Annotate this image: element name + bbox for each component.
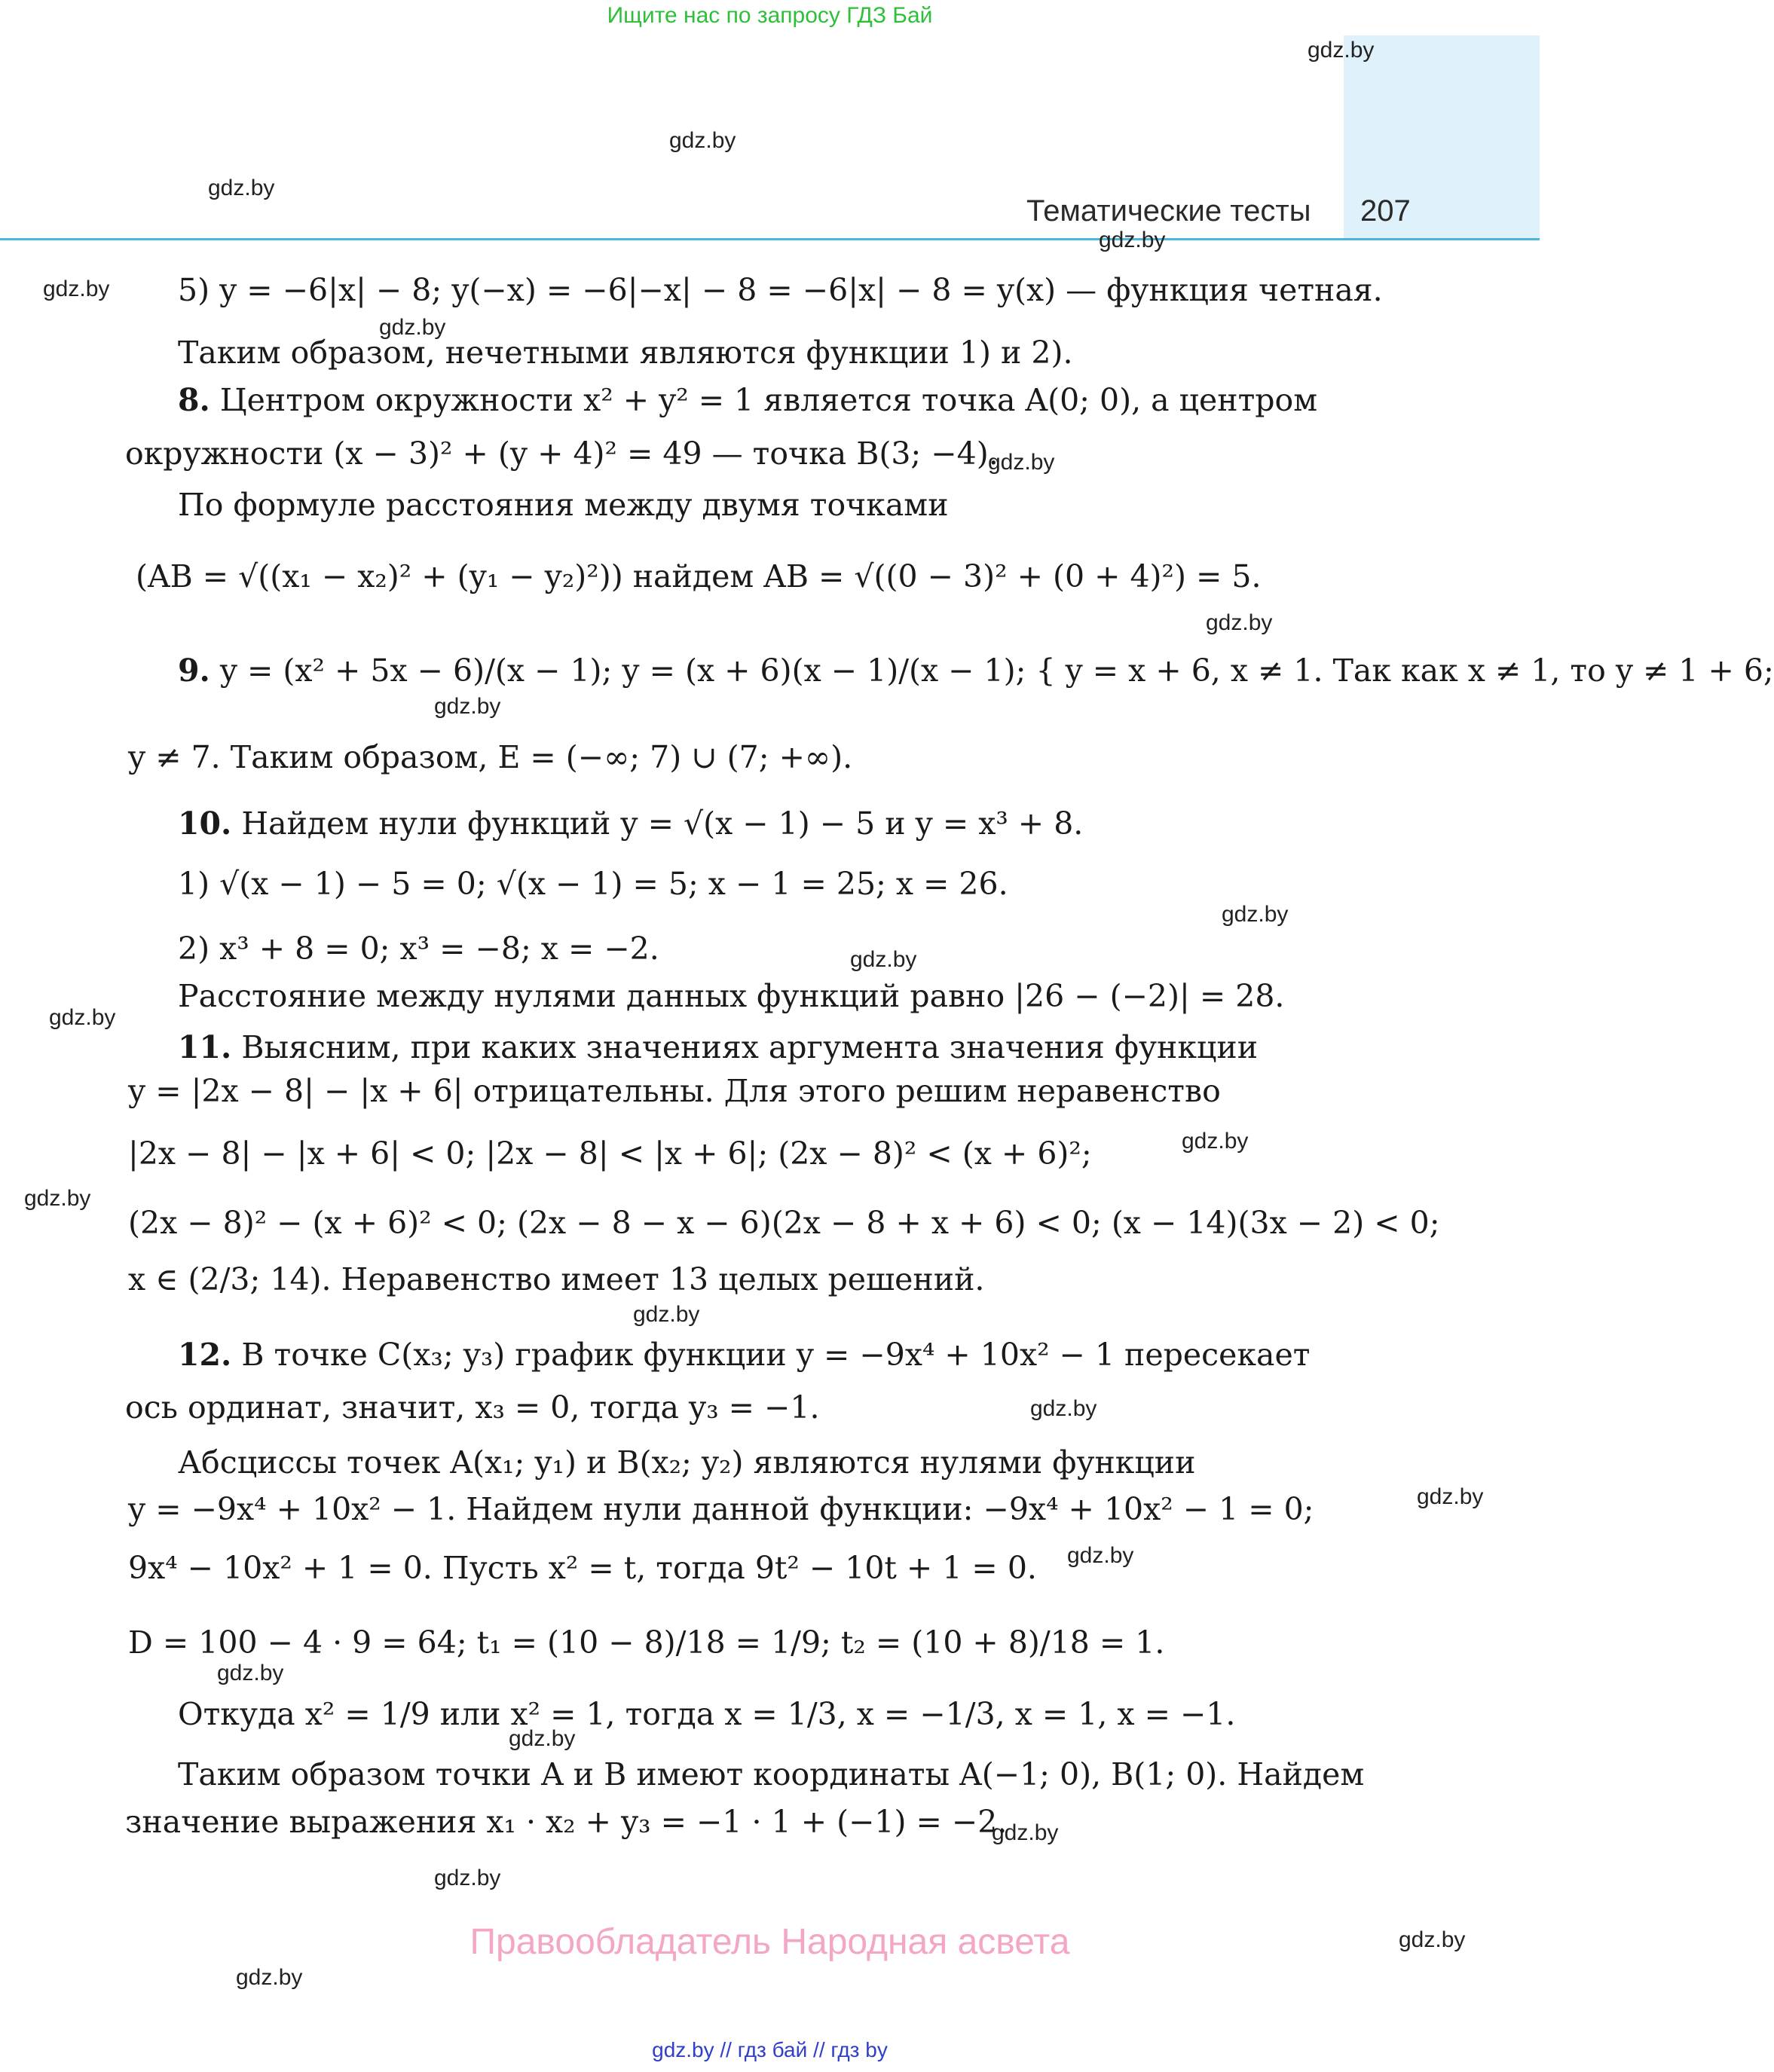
text-line: D = 100 − 4 · 9 = 64; t₁ = (10 − 8)/18 = 1/9; t₂ = (10 + 8)/18 = 1. bbox=[128, 1624, 1165, 1661]
text-line: окружности (x − 3)² + (y + 4)² = 49 — точка B(3; −4). bbox=[125, 435, 999, 472]
watermark: gdz.by bbox=[208, 176, 275, 200]
watermark: gdz.by bbox=[988, 450, 1055, 475]
watermark: gdz.by bbox=[434, 694, 501, 719]
page-number: 207 bbox=[1360, 194, 1411, 228]
text-line: Таким образом точки A и B имеют координаты A(−1; 0), B(1; 0). Найдем bbox=[178, 1756, 1365, 1792]
watermark: gdz.by bbox=[992, 1820, 1059, 1845]
watermark: gdz.by bbox=[1030, 1396, 1097, 1421]
watermark: gdz.by bbox=[1067, 1543, 1134, 1568]
text-line: 5) y = −6|x| − 8; y(−x) = −6|−x| − 8 = −6|x| − 8 = y(x) — функция четная. bbox=[178, 272, 1383, 308]
watermark: gdz.by bbox=[1206, 610, 1273, 635]
text-line: 9. y = (x² + 5x − 6)/(x − 1); y = (x + 6)(x − 1)/(x − 1); { y = x + 6, x ≠ 1. Так как x ≠ 1, то y ≠ 1 + 6; bbox=[178, 652, 1774, 689]
text-line: y ≠ 7. Таким образом, E = (−∞; 7) ∪ (7; +∞). bbox=[128, 739, 853, 775]
section-title: Тематические тесты bbox=[1026, 194, 1311, 228]
watermark: gdz.by bbox=[1182, 1129, 1249, 1154]
watermark: gdz.by bbox=[434, 1866, 501, 1890]
watermark: gdz.by bbox=[1417, 1484, 1484, 1509]
text-line: Расстояние между нулями данных функций равно |26 − (−2)| = 28. bbox=[178, 978, 1285, 1014]
watermark: gdz.by bbox=[217, 1661, 284, 1685]
text-line: Таким образом, нечетными являются функции 1) и 2). bbox=[178, 335, 1073, 371]
text-line: 10. Найдем нули функций y = √(x − 1) − 5 и y = x³ + 8. bbox=[178, 805, 1084, 842]
text-line: 8. Центром окружности x² + y² = 1 является точка A(0; 0), а центром bbox=[178, 382, 1318, 418]
watermark: gdz.by bbox=[1308, 38, 1375, 63]
header-rule bbox=[0, 238, 1540, 240]
watermark: gdz.by bbox=[1222, 902, 1289, 927]
watermark: gdz.by bbox=[509, 1726, 576, 1751]
text-line: Абсциссы точек A(x₁; y₁) и B(x₂; y₂) являются нулями функции bbox=[178, 1444, 1196, 1481]
text-line: 1) √(x − 1) − 5 = 0; √(x − 1) = 5; x − 1 = 25; x = 26. bbox=[178, 866, 1008, 902]
copyright-notice: Правообладатель Народная асвета bbox=[469, 1922, 1070, 1962]
text-line: Откуда x² = 1/9 или x² = 1, тогда x = 1/3, x = −1/3, x = 1, x = −1. bbox=[178, 1696, 1236, 1732]
watermark: gdz.by bbox=[1399, 1927, 1466, 1952]
watermark: gdz.by bbox=[850, 947, 917, 972]
watermark: gdz.by bbox=[379, 315, 446, 340]
text-line: |2x − 8| − |x + 6| < 0; |2x − 8| < |x + 6|; (2x − 8)² < (x + 6)²; bbox=[128, 1135, 1092, 1172]
text-line: (AB = √((x₁ − x₂)² + (y₁ − y₂)²)) найдем AB = √((0 − 3)² + (0 + 4)²) = 5. bbox=[136, 558, 1262, 594]
footer-links[interactable]: gdz.by // гдз бай // гдз by bbox=[652, 2038, 888, 2061]
watermark: gdz.by bbox=[43, 277, 110, 301]
watermark: gdz.by bbox=[24, 1186, 91, 1211]
text-line: ось ординат, значит, x₃ = 0, тогда y₃ = −1. bbox=[125, 1389, 820, 1426]
text-line: По формуле расстояния между двумя точками bbox=[178, 487, 949, 523]
watermark: gdz.by bbox=[1099, 228, 1166, 252]
watermark: gdz.by bbox=[669, 128, 736, 153]
text-line: значение выражения x₁ · x₂ + y₃ = −1 · 1 + (−1) = −2. bbox=[125, 1804, 1008, 1840]
text-line: 12. В точке C(x₃; y₃) график функции y = −9x⁴ + 10x² − 1 пересекает bbox=[178, 1337, 1311, 1373]
text-line: x ∈ (2/3; 14). Неравенство имеет 13 целых решений. bbox=[128, 1261, 985, 1297]
text-line: 11. Выясним, при каких значениях аргумента значения функции bbox=[178, 1029, 1259, 1065]
watermark: gdz.by bbox=[236, 1965, 303, 1990]
top-notice: Ищите нас по запросу ГДЗ Бай bbox=[607, 3, 933, 28]
text-line: 2) x³ + 8 = 0; x³ = −8; x = −2. bbox=[178, 931, 659, 967]
text-line: y = −9x⁴ + 10x² − 1. Найдем нули данной функции: −9x⁴ + 10x² − 1 = 0; bbox=[128, 1491, 1314, 1527]
watermark: gdz.by bbox=[49, 1005, 116, 1030]
text-line: y = |2x − 8| − |x + 6| отрицательны. Для этого решим неравенство bbox=[128, 1073, 1221, 1109]
text-line: 9x⁴ − 10x² + 1 = 0. Пусть x² = t, тогда 9t² − 10t + 1 = 0. bbox=[128, 1550, 1037, 1586]
watermark: gdz.by bbox=[633, 1302, 700, 1327]
text-line: (2x − 8)² − (x + 6)² < 0; (2x − 8 − x − 6)(2x − 8 + x + 6) < 0; (x − 14)(3x − 2) < 0; bbox=[128, 1205, 1440, 1241]
